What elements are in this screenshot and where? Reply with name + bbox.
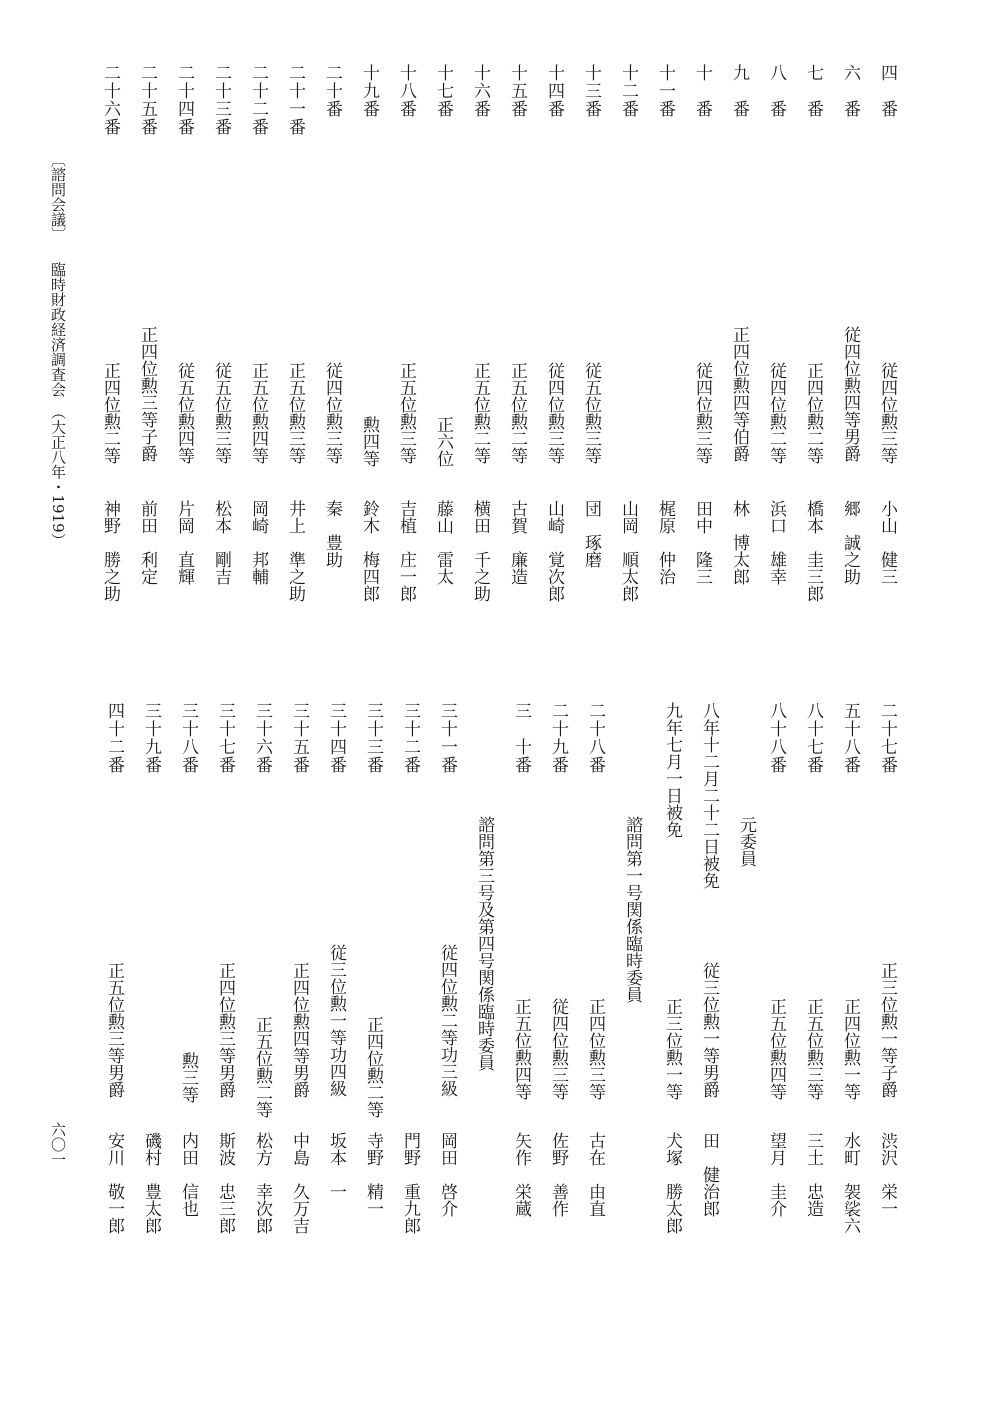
member-rank: 正五位勲二等 [507, 362, 527, 464]
member-name: 三土 忠造 [803, 1132, 823, 1217]
temp-committee-3-4-heading: 諮問第三号及第四号関係臨時委員 [474, 816, 494, 1071]
member-rank: 従四位勲二等 [766, 362, 786, 464]
member-name: 鈴木 梅四郎 [359, 500, 379, 602]
member-name: 岡崎 邦輔 [248, 500, 268, 585]
dismissal-date: 九年七月一日被免 [662, 702, 682, 838]
member-rank: 従四位勲三等 [548, 998, 568, 1100]
member-name: 犬塚 勝太郎 [662, 1132, 682, 1234]
section-label: 〔諮問会議〕 [49, 152, 67, 242]
member-name: 片岡 直輝 [174, 500, 194, 585]
member-number: 三十五番 [289, 702, 309, 774]
member-name: 佐野 善作 [548, 1132, 568, 1217]
member-rank: 正三位勲一等 [662, 998, 682, 1100]
member-name: 坂本 一 [326, 1132, 346, 1200]
member-rank: 従五位勲四等 [174, 362, 194, 464]
member-number: 四十二番 [104, 702, 124, 774]
member-number: 十八番 [396, 64, 416, 118]
member-name: 寺野 精一 [363, 1132, 383, 1217]
member-number: 五十八番 [840, 702, 860, 774]
member-number: 三十一番 [437, 702, 457, 774]
member-number: 三十八番 [178, 702, 198, 774]
member-number: 十二番 [618, 64, 638, 118]
member-rank: 勲四等 [359, 416, 379, 467]
member-number: 二十二番 [248, 64, 268, 136]
member-name: 門野 重九郎 [400, 1132, 420, 1234]
member-rank: 正五位勲二等 [470, 362, 490, 464]
member-rank: 正五位勲三等 [803, 998, 823, 1100]
member-rank: 正三位勲一等子爵 [877, 962, 897, 1098]
member-name: 内田 信也 [178, 1132, 198, 1217]
member-number: 三十三番 [363, 702, 383, 774]
member-name: 秦 豊助 [322, 500, 342, 568]
member-rank: 正四位勲一等 [840, 998, 860, 1100]
member-rank: 正四位勲四等男爵 [289, 962, 309, 1098]
member-rank: 従四位勲二等功三級 [437, 944, 457, 1097]
member-number: 三十二番 [400, 702, 420, 774]
member-number: 三 十番 [511, 702, 531, 774]
member-name: 郷 誠之助 [840, 500, 860, 585]
member-name: 磯村 豊太郎 [141, 1132, 161, 1234]
member-name: 吉植 庄一郎 [396, 500, 416, 602]
member-name: 水町 袈裟六 [840, 1132, 860, 1234]
member-number: 三十九番 [141, 702, 161, 774]
former-members-heading: 元委員 [736, 816, 756, 867]
member-rank: 正五位勲三等 [285, 362, 305, 464]
member-number: 二十五番 [137, 64, 157, 136]
member-name: 矢作 栄蔵 [511, 1132, 531, 1217]
member-name: 浜口 雄幸 [766, 500, 786, 585]
member-rank: 従五位勲三等 [211, 362, 231, 464]
member-name: 山崎 覚次郎 [544, 500, 564, 602]
member-name: 古在 由直 [585, 1132, 605, 1217]
member-rank: 正五位勲三等 [396, 362, 416, 464]
member-rank: 正四位勲三等 [585, 998, 605, 1100]
member-number: 二十三番 [211, 64, 231, 136]
member-number: 三十四番 [326, 702, 346, 774]
member-rank: 従四位勲三等 [544, 362, 564, 464]
member-number: 二十番 [322, 64, 342, 118]
member-name: 梶原 仲治 [655, 500, 675, 585]
member-rank: 正四位勲二等 [803, 362, 823, 464]
member-number: 三十七番 [215, 702, 235, 774]
member-rank: 正五位勲四等 [766, 998, 786, 1100]
member-name: 小山 健三 [877, 500, 897, 585]
member-name: 松本 剛吉 [211, 500, 231, 585]
member-number: 九 番 [729, 64, 749, 118]
member-number: 十三番 [581, 64, 601, 118]
member-name: 山岡 順太郎 [618, 500, 638, 602]
member-number: 二十一番 [285, 64, 305, 136]
member-name: 団 琢磨 [581, 500, 601, 568]
member-name: 林 博太郎 [729, 500, 749, 585]
member-rank: 従四位勲三等 [322, 362, 342, 464]
member-number: 十七番 [433, 64, 453, 118]
member-rank: 正四位勲三等男爵 [215, 962, 235, 1098]
member-rank: 従三位勲一等男爵 [699, 962, 719, 1098]
member-name: 橋本 圭三郎 [803, 500, 823, 602]
member-number: 二十六番 [100, 64, 120, 136]
member-rank: 従四位勲三等 [877, 362, 897, 464]
member-name: 藤山 雷太 [433, 500, 453, 585]
member-number: 六 番 [840, 64, 860, 118]
member-rank: 従四位勲三等 [692, 362, 712, 464]
member-number: 八十七番 [803, 702, 823, 774]
member-rank: 勲三等 [178, 1052, 198, 1103]
member-number: 十一番 [655, 64, 675, 118]
member-name: 田中 隆三 [692, 500, 712, 585]
member-number: 二十七番 [877, 702, 897, 774]
member-number: 十六番 [470, 64, 490, 118]
member-rank: 正四位勲四等伯爵 [729, 326, 749, 462]
member-rank: 正五位勲四等 [511, 998, 531, 1100]
temp-committee-1-heading: 諮問第一号関係臨時委員 [622, 816, 642, 1003]
member-rank: 従五位勲三等 [581, 362, 601, 464]
member-name: 田 健治郎 [699, 1132, 719, 1217]
member-name: 斯波 忠三郎 [215, 1132, 235, 1234]
member-name: 神野 勝之助 [100, 500, 120, 602]
member-number: 二十四番 [174, 64, 194, 136]
member-rank: 従三位勲一等功四級 [326, 944, 346, 1097]
member-name: 望月 圭介 [766, 1132, 786, 1217]
member-number: 七 番 [803, 64, 823, 118]
running-title: 臨時財政経済調査会 （大正八年・1919） [49, 262, 67, 548]
member-rank: 正六位 [433, 416, 453, 467]
member-number: 八十八番 [766, 702, 786, 774]
member-rank: 正五位勲四等 [248, 362, 268, 464]
member-name: 横田 千之助 [470, 500, 490, 602]
member-number: 十 番 [692, 64, 712, 118]
member-number: 四 番 [877, 64, 897, 118]
member-number: 三十六番 [252, 702, 272, 774]
member-number: 八 番 [766, 64, 786, 118]
member-rank: 正四位勲二等 [363, 1016, 383, 1118]
dismissal-date: 八年十二月二十二日被免 [699, 702, 719, 889]
member-name: 渋沢 栄一 [877, 1132, 897, 1217]
member-rank: 従四位勲四等男爵 [840, 326, 860, 462]
member-number: 二十八番 [585, 702, 605, 774]
member-rank: 正五位勲二等 [252, 1016, 272, 1118]
member-number: 二十九番 [548, 702, 568, 774]
member-name: 中島 久万吉 [289, 1132, 309, 1234]
member-rank: 正五位勲三等男爵 [104, 962, 124, 1098]
member-number: 十四番 [544, 64, 564, 118]
member-name: 古賀 廉造 [507, 500, 527, 585]
member-name: 松方 幸次郎 [252, 1132, 272, 1234]
member-name: 井上 準之助 [285, 500, 305, 602]
member-rank: 正四位勲二等 [100, 362, 120, 464]
member-rank: 正四位勲三等子爵 [137, 326, 157, 462]
member-name: 前田 利定 [137, 500, 157, 585]
member-number: 十五番 [507, 64, 527, 118]
page-number: 六〇一 [49, 1122, 67, 1167]
member-name: 安川 敬一郎 [104, 1132, 124, 1234]
member-number: 十九番 [359, 64, 379, 118]
member-name: 岡田 啓介 [437, 1132, 457, 1217]
